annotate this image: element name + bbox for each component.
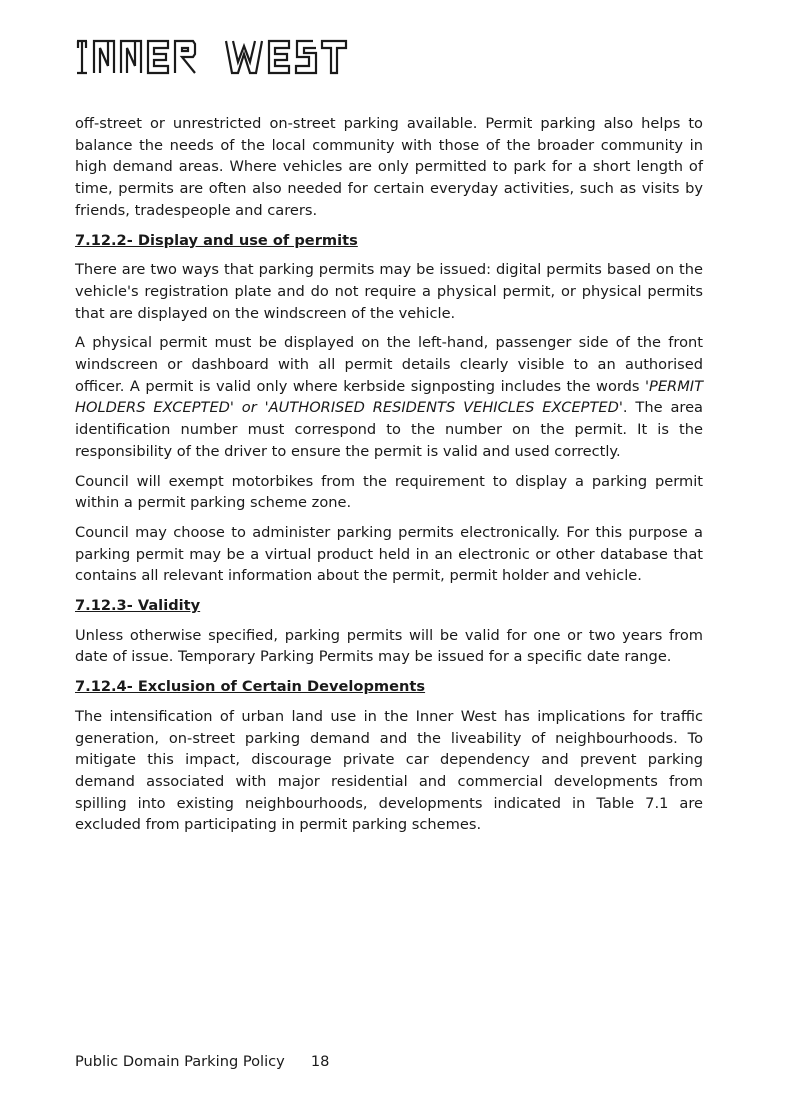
paragraph-motorbike-exemption: Council will exempt motorbikes from the requirement to display a parking permit within a permit parking scheme zone. <box>75 472 703 512</box>
footer-doc-title: Public Domain Parking Policy <box>75 1053 285 1070</box>
signpost-wording: 'PERMIT HOLDERS EXCEPTED' or 'AUTHORISED RESIDENTS VEHICLES EXCEPTED' <box>75 377 703 417</box>
inner-west-logo <box>74 36 374 78</box>
page-footer <box>75 1052 329 1072</box>
heading-validity: 7.12.3- Validity <box>75 597 201 615</box>
paragraph-permit-types: There are two ways that parking permits may be issued: digital permits based on the vehicle's registration plate and do not require a physical permit, or physical permits that are displayed on the windscreen of the vehicle. <box>75 261 703 322</box>
paragraph-validity: Unless otherwise specified, parking permits will be valid for one or two years from date of issue. Temporary Parking Permits may be issued for a specific date range. <box>75 626 703 666</box>
heading-exclusion-developments: 7.12.4- Exclusion of Certain Developments <box>75 678 426 696</box>
paragraph-physical-permit <box>75 332 703 462</box>
page-number: 18 <box>310 1053 330 1070</box>
paragraph-exclusion: The intensification of urban land use in the Inner West has implications for traffic generation, on-street parking demand and the liveability of neighbourhoods. To mitigate this impact, discourage private car dependency and prevent parking demand associated with major residential and commercial developments from spilling into existing neighbourhoods, developments indicated in Table 7.1 are excluded from participating in permit parking schemes. <box>75 707 703 834</box>
physical-permit-text-b: . The area identification number must correspond to the number on the permit. It is the responsibility of the driver to ensure the permit is valid and used correctly. <box>75 399 703 460</box>
paragraph-permit-balance: off-street or unrestricted on-street parking available. Permit parking also helps to balance the needs of the local community with those of the broader community in high demand areas. Where vehicles are only permitted to park for a short length of time, permits are often also needed for certain everyday activities, such as visits by friends, tradespeople and carers. <box>75 115 703 219</box>
heading-display-use-permits: 7.12.2- Display and use of permits <box>75 231 358 249</box>
logo-icon <box>74 36 374 78</box>
physical-permit-text-a: A physical permit must be displayed on the left-hand, passenger side of the front windscreen or dashboard with all permit details clearly visible to an authorised officer. A permit is valid only where kerbside signposting includes the words <box>75 334 703 395</box>
document-body <box>75 113 703 844</box>
paragraph-electronic-permits: Council may choose to administer parking permits electronically. For this purpose a parking permit may be a virtual product held in an electronic or other database that contains all relevant information about the permit, permit holder and vehicle. <box>75 523 703 585</box>
